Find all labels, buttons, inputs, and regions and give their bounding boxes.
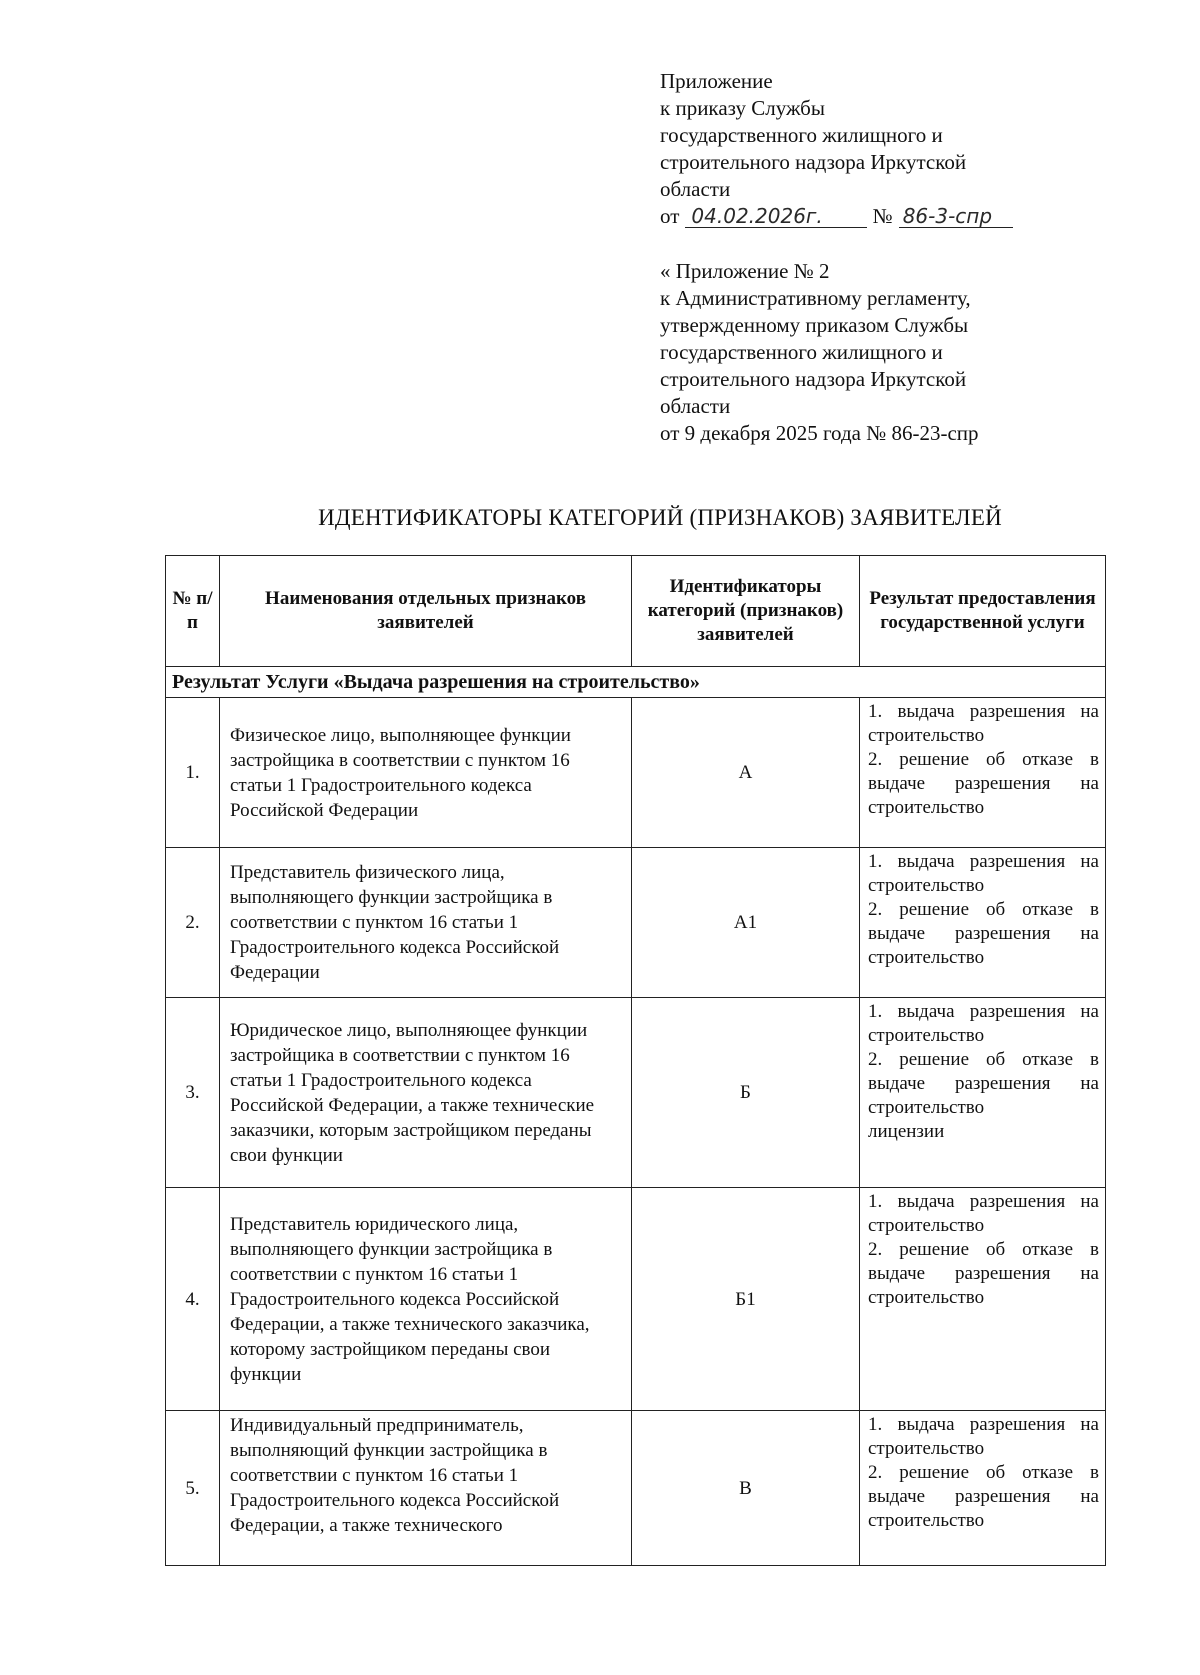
annex-order-line: государственного жилищного и	[660, 123, 943, 147]
header-result: Результат предоставления государственной услуги	[860, 556, 1106, 667]
row-id: А	[632, 698, 860, 848]
header-num: № п/п	[166, 556, 220, 667]
annex-regulation-line: к Административному регламенту,	[660, 286, 971, 310]
result-line: 2. решение об отказе в выдаче разрешения на строительство	[868, 899, 1099, 968]
annex-order-date-line	[660, 203, 1060, 230]
annex-order-line: Приложение	[660, 69, 773, 93]
row-result	[860, 1411, 1106, 1566]
annex-regulation-line: государственного жилищного и	[660, 340, 943, 364]
handwritten-number: 86-3-спр	[899, 205, 1013, 228]
result-line: 2. решение об отказе в выдаче разрешения на строительство	[868, 1462, 1099, 1531]
section-title: Результат Услуги «Выдача разрешения на строительство»	[166, 667, 1106, 698]
date-prefix: от	[660, 204, 680, 228]
row-id: А1	[632, 848, 860, 998]
result-line: 1. выдача разрешения на строительство	[868, 851, 1099, 896]
row-name: Представитель юридического лица, выполняющего функции застройщика в соответствии с пунктом 16 статьи 1 Градостроительного кодекса Российской Федерации, а также технического заказчика, которому застройщиком переданы свои функции	[220, 1188, 632, 1411]
annex-order-line: к приказу Службы	[660, 96, 825, 120]
row-num: 2.	[166, 848, 220, 998]
annex-order-block	[660, 68, 1060, 230]
document-title: ИДЕНТИФИКАТОРЫ КАТЕГОРИЙ (ПРИЗНАКОВ) ЗАЯВИТЕЛЕЙ	[318, 505, 1002, 530]
row-id: Б1	[632, 1188, 860, 1411]
row-name: Индивидуальный предприниматель, выполняющий функции застройщика в соответствии с пунктом 16 статьи 1 Градостроительного кодекса Российской Федерации, а также технического	[220, 1411, 632, 1566]
result-line: 1. выдача разрешения на строительство	[868, 701, 1099, 746]
header-id: Идентификаторы категорий (признаков) заявителей	[632, 556, 860, 667]
table-row	[166, 998, 1106, 1188]
annex-regulation-line: от 9 декабря 2025 года № 86-23-спр	[660, 421, 979, 445]
annex-regulation-line: строительного надзора Иркутской	[660, 367, 967, 391]
row-id: В	[632, 1411, 860, 1566]
result-line: 2. решение об отказе в выдаче разрешения на строительство	[868, 1239, 1099, 1308]
annex-regulation-block	[660, 258, 1060, 447]
annex-order-line: области	[660, 177, 731, 201]
header-name: Наименования отдельных признаков заявителей	[220, 556, 632, 667]
annex-regulation-line: утвержденному приказом Службы	[660, 313, 969, 337]
row-result	[860, 698, 1106, 848]
row-result	[860, 1188, 1106, 1411]
result-line: 2. решение об отказе в выдаче разрешения на строительство	[868, 1049, 1099, 1118]
row-result	[860, 998, 1106, 1188]
table-row	[166, 698, 1106, 848]
handwritten-date: 04.02.2026г.	[685, 205, 867, 228]
row-num: 1.	[166, 698, 220, 848]
applicant-categories-table	[165, 555, 1106, 1566]
row-num: 4.	[166, 1188, 220, 1411]
table-row	[166, 848, 1106, 998]
result-line: лицензии	[868, 1121, 945, 1142]
row-name: Физическое лицо, выполняющее функции застройщика в соответствии с пунктом 16 статьи 1 Градостроительного кодекса Российской Федерации	[220, 698, 632, 848]
result-line: 1. выдача разрешения на строительство	[868, 1414, 1099, 1459]
table-header-row	[166, 556, 1106, 667]
row-num: 5.	[166, 1411, 220, 1566]
row-name: Представитель физического лица, выполняющего функции застройщика в соответствии с пунктом 16 статьи 1 Градостроительного кодекса Российской Федерации	[220, 848, 632, 998]
result-line: 1. выдача разрешения на строительство	[868, 1191, 1099, 1236]
result-line: 1. выдача разрешения на строительство	[868, 1001, 1099, 1046]
row-name: Юридическое лицо, выполняющее функции застройщика в соответствии с пунктом 16 статьи 1 Градостроительного кодекса Российской Федерации, а также технические заказчики, которым застройщиком переданы свои функции	[220, 998, 632, 1188]
annex-regulation-line: области	[660, 394, 731, 418]
annex-regulation-line: « Приложение № 2	[660, 259, 830, 283]
row-num: 3.	[166, 998, 220, 1188]
annex-order-line: строительного надзора Иркутской	[660, 150, 967, 174]
table-row	[166, 1188, 1106, 1411]
result-line: 2. решение об отказе в выдаче разрешения на строительство	[868, 749, 1099, 818]
table-row	[166, 1411, 1106, 1566]
section-row	[166, 667, 1106, 698]
number-prefix: №	[872, 204, 893, 228]
row-result	[860, 848, 1106, 998]
row-id: Б	[632, 998, 860, 1188]
